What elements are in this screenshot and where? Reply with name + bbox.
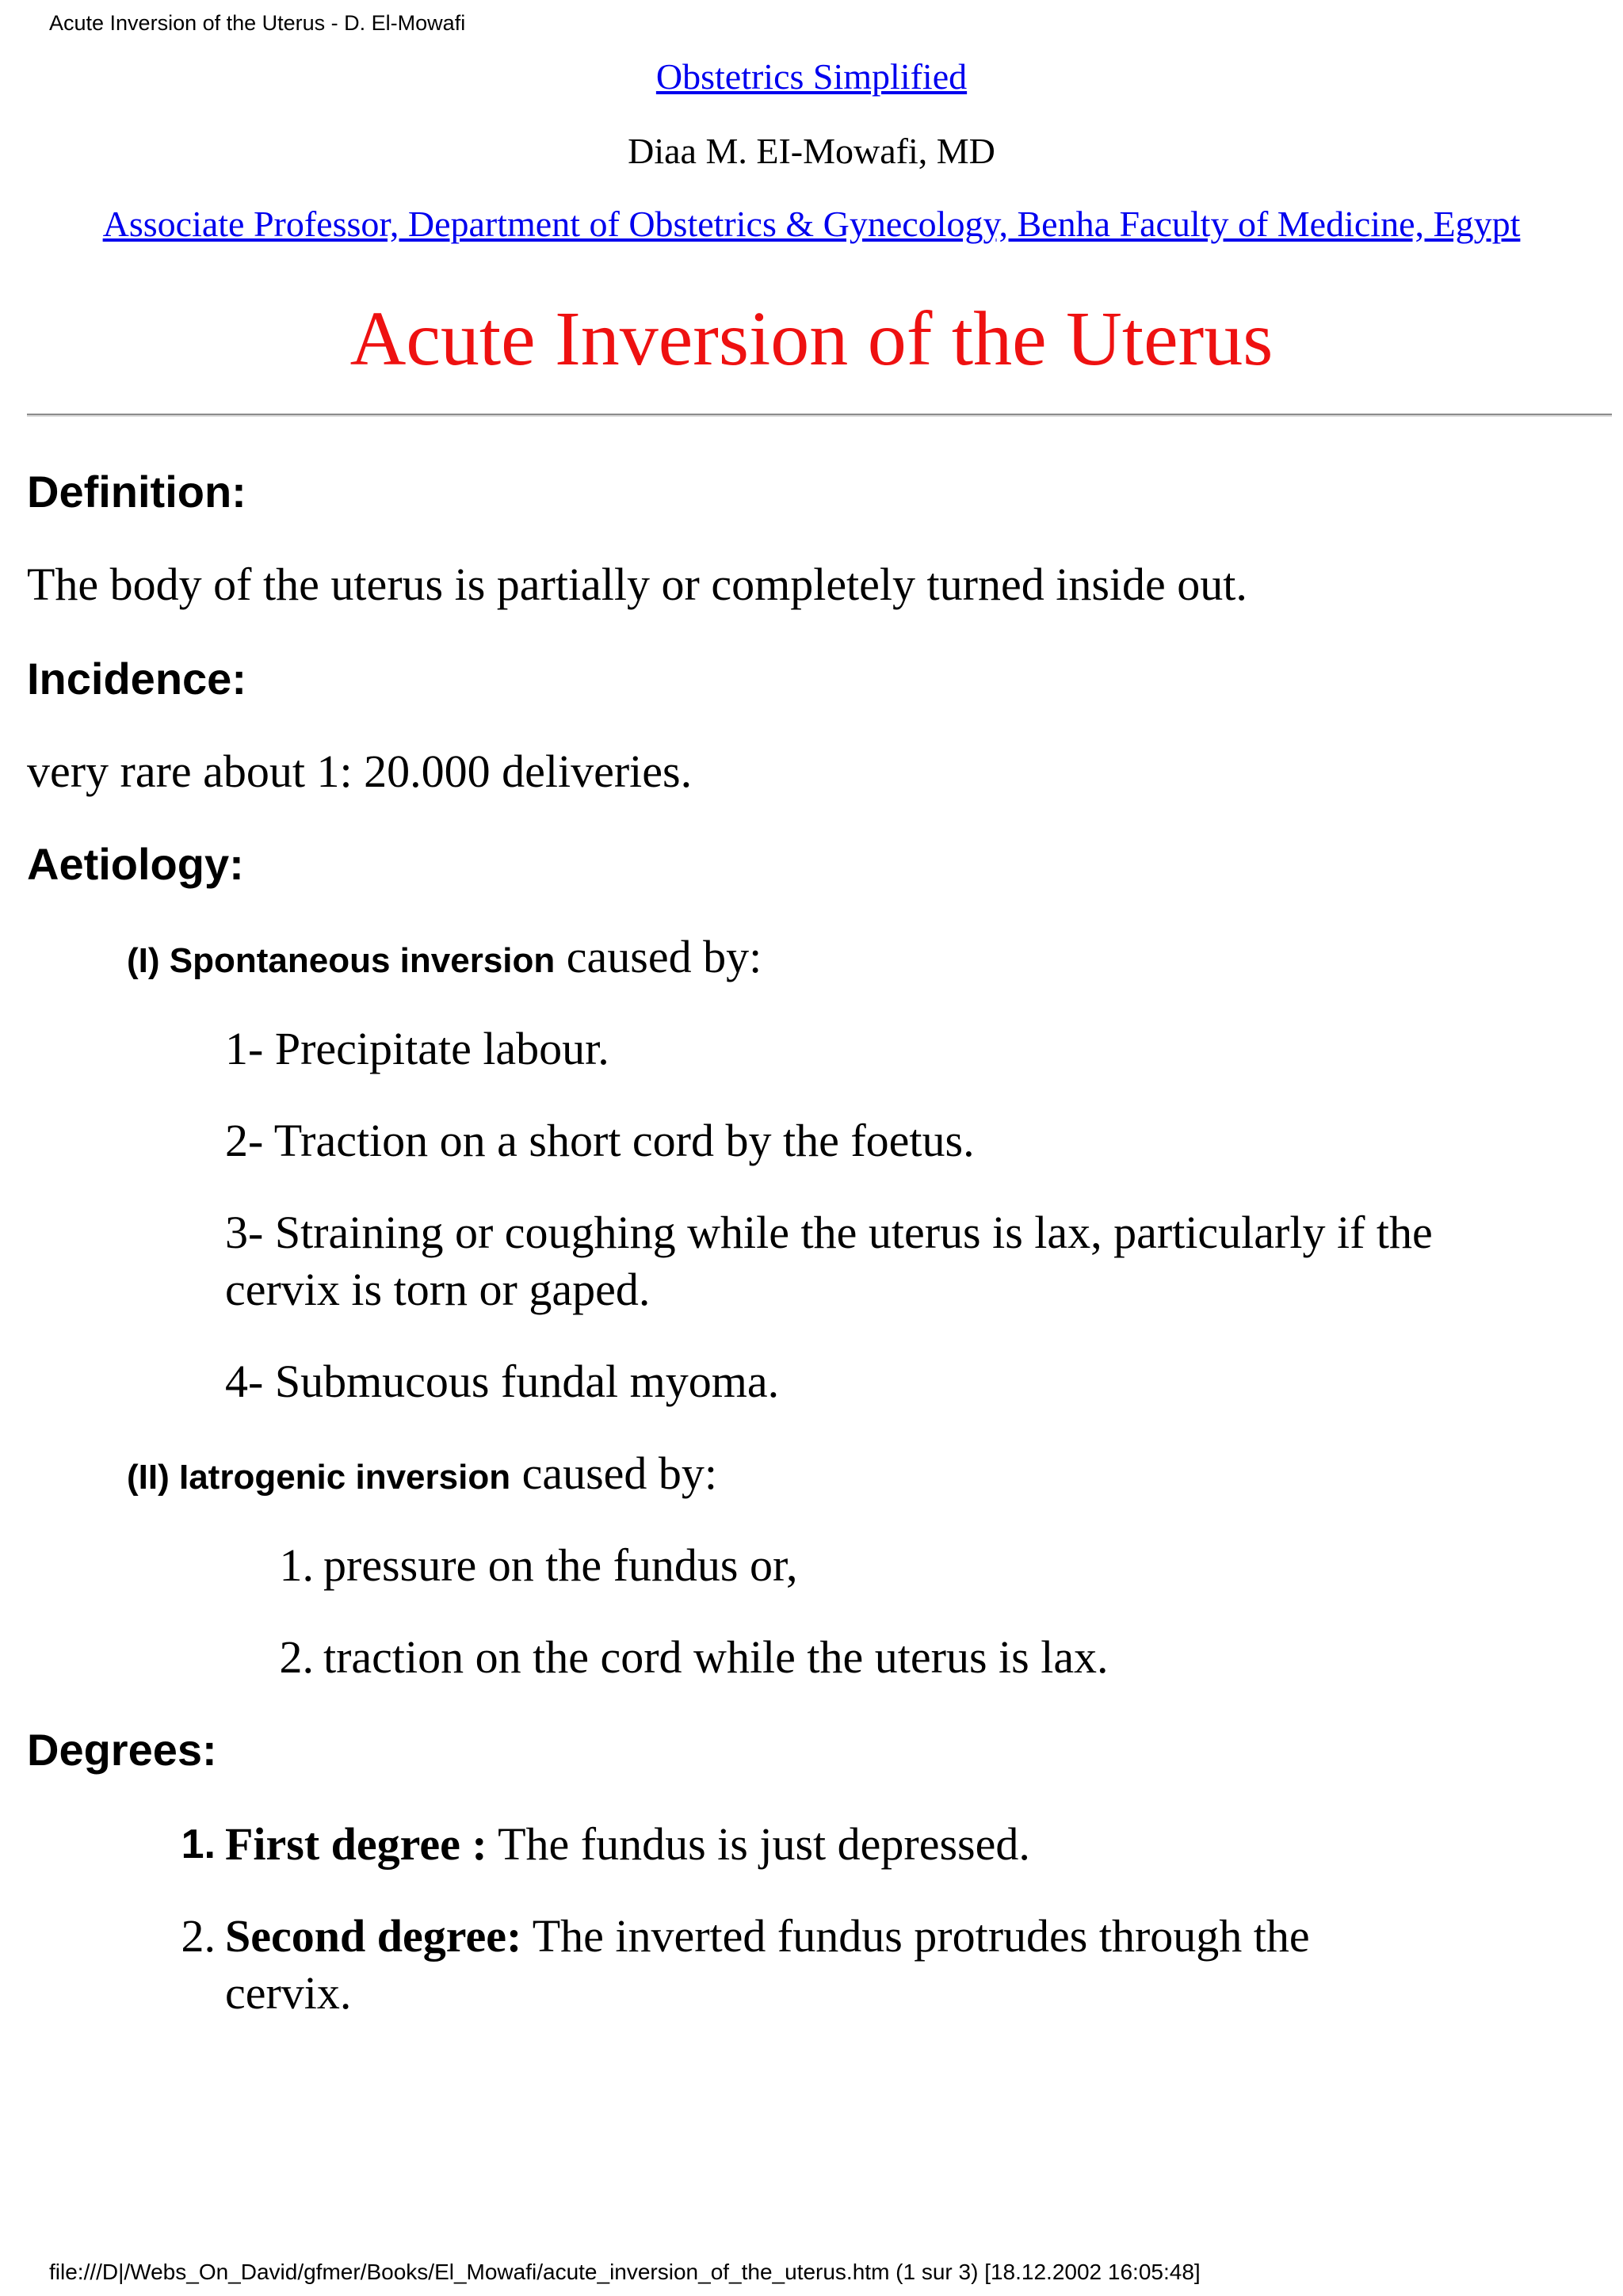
horizontal-divider xyxy=(27,414,1612,417)
incidence-text: very rare about 1: 20.000 deliveries. xyxy=(27,746,693,797)
incidence-heading: Incidence: xyxy=(27,654,246,704)
degree-item-2-number: 2. xyxy=(181,1910,216,1962)
degree-item-1-text: The fundus is just depressed. xyxy=(487,1818,1030,1870)
author-name: Diaa M. EI-Mowafi, MD xyxy=(628,131,995,171)
degree-item-1-label: First degree : xyxy=(225,1818,487,1870)
degree-item-1 xyxy=(181,1816,1030,1873)
spontaneous-inversion-label: (I) Spontaneous inversion xyxy=(127,941,556,980)
site-link-line xyxy=(0,55,1623,97)
iatrogenic-item-2-number: 2. xyxy=(279,1631,314,1683)
iatrogenic-item-1-number: 1. xyxy=(279,1539,314,1591)
iatrogenic-item-1-text: pressure on the fundus or, xyxy=(323,1539,798,1591)
definition-heading: Definition: xyxy=(27,467,246,517)
spontaneous-inversion-subheading xyxy=(127,930,762,983)
spontaneous-cause-1: 1- Precipitate labour. xyxy=(225,1023,609,1074)
iatrogenic-item-2-text: traction on the cord while the uterus is lax. xyxy=(323,1631,1109,1683)
spontaneous-caused-by: caused by: xyxy=(555,931,762,982)
affiliation-link[interactable]: Associate Professor, Department of Obstetrics & Gynecology, Benha Faculty of Medicine, Egypt xyxy=(102,204,1521,244)
degree-item-1-number: 1. xyxy=(181,1821,216,1867)
obstetrics-simplified-link[interactable]: Obstetrics Simplified xyxy=(655,56,968,97)
affiliation-line xyxy=(0,203,1623,245)
degree-item-2 xyxy=(181,1908,1414,2022)
definition-text: The body of the uterus is partially or completely turned inside out. xyxy=(27,559,1247,610)
iatrogenic-item-1 xyxy=(279,1537,798,1594)
print-header: Acute Inversion of the Uterus - D. El-Mowafi xyxy=(49,11,466,35)
spontaneous-cause-4: 4- Submucous fundal myoma. xyxy=(225,1356,780,1407)
spontaneous-cause-3: 3- Straining or coughing while the uterus is lax, particularly if the cervix is torn or gaped. xyxy=(225,1207,1433,1315)
aetiology-heading: Aetiology: xyxy=(27,839,244,889)
degree-item-2-text: The inverted fundus protrudes through the cervix. xyxy=(225,1910,1310,2019)
iatrogenic-inversion-subheading xyxy=(127,1447,717,1500)
iatrogenic-inversion-label: (II) Iatrogenic inversion xyxy=(127,1458,511,1497)
page-title: Acute Inversion of the Uterus xyxy=(349,296,1274,382)
print-footer: file:///D|/Webs_On_David/gfmer/Books/El_Mowafi/acute_inversion_of_the_uterus.htm (1 sur 3) [18.12.2002 16:05:48] xyxy=(49,2260,1201,2284)
iatrogenic-item-2 xyxy=(279,1629,1109,1686)
spontaneous-cause-2: 2- Traction on a short cord by the foetus. xyxy=(225,1115,975,1166)
degree-item-2-label: Second degree: xyxy=(225,1910,522,1962)
iatrogenic-caused-by: caused by: xyxy=(510,1447,718,1499)
degrees-heading: Degrees: xyxy=(27,1725,217,1775)
